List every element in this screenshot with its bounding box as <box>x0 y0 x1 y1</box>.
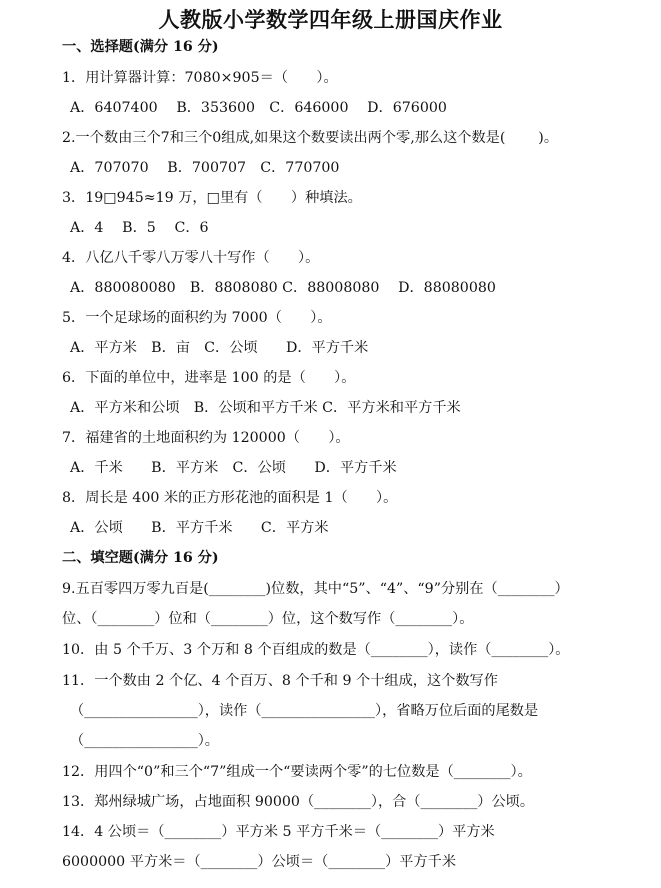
question-14: 14．4 公顷＝（________）平方米 5 平方千米＝（________）平方米 <box>62 824 495 840</box>
question-9: 9.五百零四万零九百是(________)位数，其中“5”、“4”、“9”分别在（________） <box>62 581 569 597</box>
question-11-cont: （________________），读作（________________），省略万位后面的尾数是 <box>70 703 539 719</box>
question-5: 5．一个足球场的面积约为 7000（ ）。 <box>62 310 332 326</box>
options-7: A．千米 B．平方米 C．公顷 D．平方千米 <box>70 460 397 476</box>
question-11-end: （________________）。 <box>70 733 219 749</box>
question-11: 11．一个数由 2 个亿、4 个百万、8 个千和 9 个十组成，这个数写作 <box>62 673 498 689</box>
question-14-cont: 6000000 平方米＝（________）公顷＝（________）平方千米 <box>62 854 457 870</box>
question-10: 10．由 5 个千万、3 个万和 8 个百组成的数是（________），读作（________）。 <box>62 642 570 658</box>
question-13: 13．郑州绿城广场，占地面积 90000（________），合（________）公顷。 <box>62 794 535 810</box>
section-heading-fill: 二、填空题(满分 16 分) <box>62 550 219 566</box>
question-12: 12．用四个“0”和三个“7”组成一个“要读两个零”的七位数是（________）。 <box>62 764 532 780</box>
question-6: 6．下面的单位中，进率是 100 的是（ ）。 <box>62 370 356 386</box>
question-4: 4．八亿八千零八万零八十写作（ ）。 <box>62 250 320 266</box>
question-9-cont: 位、（________）位和（________）位，这个数写作（________）。 <box>62 611 474 627</box>
options-5: A．平方米 B．亩 C．公顷 D．平方千米 <box>70 340 369 356</box>
question-8: 8．周长是 400 米的正方形花池的面积是 1（ ）。 <box>62 490 398 506</box>
options-4: A．880080080 B．8808080 C．88008080 D．88080080 <box>70 280 496 296</box>
options-6: A．平方米和公顷 B．公顷和平方千米 C．平方米和平方千米 <box>70 400 461 416</box>
question-2: 2.一个数由三个7和三个0组成,如果这个数要读出两个零,那么这个数是( )。 <box>62 130 559 146</box>
question-7: 7．福建省的土地面积约为 120000（ ）。 <box>62 430 350 446</box>
section-heading-choice: 一、选择题(满分 16 分) <box>62 39 219 55</box>
options-8: A．公顷 B．平方千米 C．平方米 <box>70 520 329 536</box>
options-3: A．4 B．5 C．6 <box>70 220 209 236</box>
page-title: 人教版小学数学四年级上册国庆作业 <box>158 8 503 32</box>
question-3: 3．19□945≈19 万，□里有（ ）种填法。 <box>62 190 362 206</box>
options-1: A．6407400 B．353600 C．646000 D．676000 <box>70 100 447 116</box>
options-2: A．707070 B．700707 C．770700 <box>70 160 340 176</box>
question-1: 1．用计算器计算：7080×905＝（ ）。 <box>62 70 338 86</box>
